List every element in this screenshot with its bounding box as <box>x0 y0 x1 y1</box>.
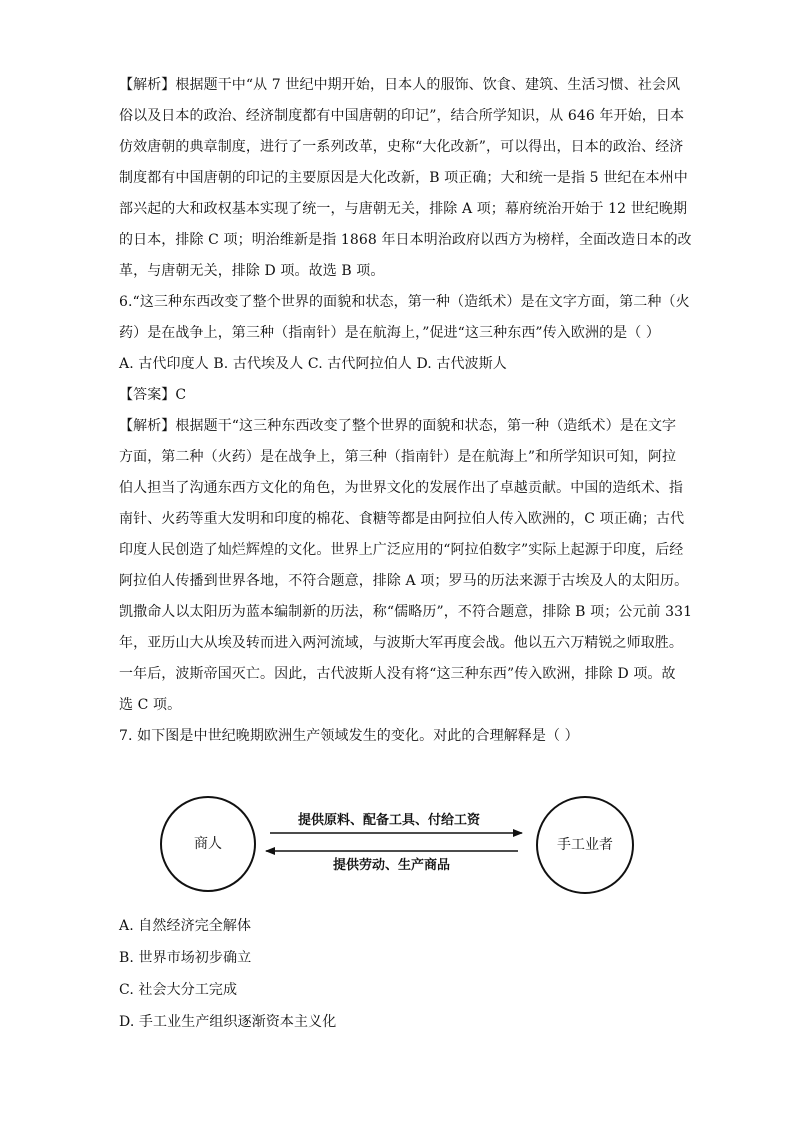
analysis-q6-line-4: 南针、火药等重大发明和印度的棉花、食糖等都是由阿拉伯人传入欧洲的，C 项正确；古代 <box>119 511 685 527</box>
analysis-q5-line-6: 的日本，排除 C 项；明治维新是指 1868 年日本明治政府以西方为榜样，全面改造日本的改 <box>119 232 692 248</box>
option-c: C. 社会大分工完成 <box>119 982 238 998</box>
analysis-q6-line-2: 方面，第二种（火药）是在战争上，第三种（指南针）是在航海上”和所学知识可知，阿拉 <box>119 449 677 465</box>
question-6-options: A. 古代印度人 B. 古代埃及人 C. 古代阿拉伯人 D. 古代波斯人 <box>119 356 507 372</box>
analysis-q6-line-6: 阿拉伯人传播到世界各地，不符合题意，排除 A 项；罗马的历法来源于古埃及人的太阳历。 <box>119 573 689 589</box>
analysis-q5-line-3: 仿效唐朝的典章制度，进行了一系列改革，史称“大化改新”，可以得出，日本的政治、经济 <box>119 139 684 155</box>
top-arrow-label: 提供原料、配备工具、付给工资 <box>298 813 481 828</box>
artisan-label: 手工业者 <box>557 837 613 853</box>
merchant-artisan-diagram <box>158 795 648 895</box>
question-7-options <box>119 910 679 1038</box>
analysis-q5-line-7: 革，与唐朝无关，排除 D 项。故选 B 项。 <box>119 263 385 279</box>
analysis-q6-line-10: 选 C 项。 <box>119 697 182 713</box>
option-a: A. 自然经济完全解体 <box>119 918 252 934</box>
analysis-q6-line-7: 凯撒命人以太阳历为蓝本编制新的历法，称“儒略历”，不符合题意，排除 B 项；公元前 331 <box>119 604 693 620</box>
bottom-arrow-label: 提供劳动、生产商品 <box>333 858 451 873</box>
question-7-stem: 7. 如下图是中世纪晚期欧洲生产领域发生的变化。对此的合理解释是（ ） <box>119 728 579 744</box>
question-6-line-2: 药）是在战争上，第三种（指南针）是在航海上，”促进“这三种东西”传入欧洲的是（ ） <box>119 325 661 341</box>
analysis-q6-line-1: 【解析】根据题干“这三种东西改变了整个世界的面貌和状态，第一种（造纸术）是在文字 <box>119 418 677 434</box>
document-body <box>119 70 693 752</box>
option-b: B. 世界市场初步确立 <box>119 950 252 966</box>
option-d: D. 手工业生产组织逐渐资本主义化 <box>119 1014 337 1030</box>
analysis-q5-line-5: 部兴起的大和政权基本实现了统一，与唐朝无关，排除 A 项；幕府统治开始于 12 世纪晚期 <box>119 201 688 217</box>
question-6-line-1: 6.“这三种东西改变了整个世界的面貌和状态，第一种（造纸术）是在文字方面，第二种（火 <box>119 294 690 310</box>
analysis-q5-line-4: 制度都有中国唐朝的印记的主要原因是大化改新，B 项正确；大和统一是指 5 世纪在本州中 <box>119 170 688 186</box>
analysis-q6-line-5: 印度人民创造了灿烂辉煌的文化。世界上广泛应用的“阿拉伯数字”实际上起源于印度，后经 <box>119 542 684 558</box>
analysis-q6-line-9: 一年后，波斯帝国灭亡。因此，古代波斯人没有将“这三种东西”传入欧洲，排除 D 项。故 <box>119 666 676 682</box>
analysis-q5-line-2: 俗以及日本的政治、经济制度都有中国唐朝的印记”，结合所学知识，从 646 年开始，日本 <box>119 108 685 124</box>
merchant-label: 商人 <box>194 836 222 852</box>
analysis-q6-line-8: 年，亚历山大从埃及转而进入两河流域，与波斯大军再度会战。他以五六万精锐之师取胜。 <box>119 635 683 651</box>
analysis-q5-line-1: 【解析】根据题干中“从 7 世纪中期开始，日本人的服饰、饮食、建筑、生活习惯、社会风 <box>119 77 681 93</box>
answer-q6: 【答案】C <box>119 387 187 403</box>
analysis-q6-line-3: 伯人担当了沟通东西方文化的角色，为世界文化的发展作出了卓越贡献。中国的造纸术、指 <box>119 480 683 496</box>
